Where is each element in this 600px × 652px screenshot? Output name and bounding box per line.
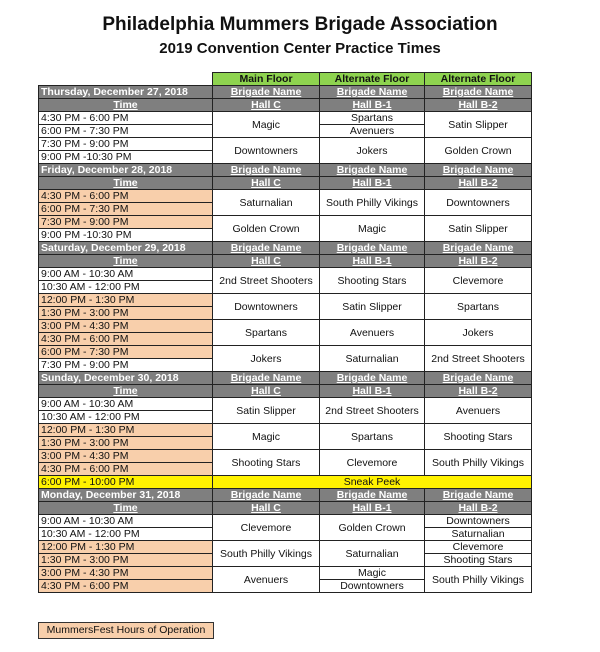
- day-name: Thursday, December 27, 2018: [39, 86, 213, 99]
- floor-header: Alternate Floor: [320, 73, 425, 86]
- time-slot: 9:00 PM -10:30 PM: [39, 229, 213, 242]
- day-name: Monday, December 31, 2018: [39, 489, 213, 502]
- time-row: [39, 268, 532, 281]
- time-slot: 9:00 AM - 10:30 AM: [39, 515, 213, 528]
- time-slot: 6:00 PM - 7:30 PM: [39, 346, 213, 359]
- time-row: [39, 567, 532, 580]
- brigade-name: Avenuers: [243, 573, 289, 586]
- time-label: Time: [39, 502, 213, 515]
- day-name: Sunday, December 30, 2018: [39, 372, 213, 385]
- hall-label: Hall C: [213, 177, 320, 190]
- brigade-name-label: Brigade Name: [320, 489, 425, 502]
- hall-label: Hall C: [213, 385, 320, 398]
- time-slot: 7:30 PM - 9:00 PM: [39, 359, 213, 372]
- brigade-name: Clevemore: [452, 541, 504, 553]
- brigade-name-label: Brigade Name: [320, 86, 425, 99]
- brigade-name-label: Brigade Name: [213, 372, 320, 385]
- time-slot: 3:00 PM - 4:30 PM: [39, 567, 213, 580]
- time-slot: 1:30 PM - 3:00 PM: [39, 437, 213, 450]
- brigade-cell: [320, 138, 425, 164]
- sneak-peek-row: [39, 476, 532, 489]
- brigade-name-label: Brigade Name: [213, 164, 320, 177]
- day-name: Friday, December 28, 2018: [39, 164, 213, 177]
- time-slot: 10:30 AM - 12:00 PM: [39, 411, 213, 424]
- brigade-name: Spartans: [244, 326, 288, 339]
- brigade-cell: [425, 541, 532, 567]
- page-title: Philadelphia Mummers Brigade Association: [102, 14, 498, 35]
- brigade-cell: [213, 138, 320, 164]
- hall-label: Hall B-1: [320, 255, 425, 268]
- time-label: Time: [39, 177, 213, 190]
- floor-header-row: [39, 73, 532, 86]
- brigade-cell: [425, 567, 532, 593]
- brigade-name: South Philly Vikings: [219, 547, 313, 560]
- brigade-cell: [213, 398, 320, 424]
- time-row: [39, 398, 532, 411]
- brigade-name: Clevemore: [346, 456, 398, 469]
- brigade-cell: [425, 190, 532, 216]
- brigade-name-label: Brigade Name: [320, 372, 425, 385]
- header-spacer: [39, 73, 213, 86]
- hall-label: Hall B-1: [320, 99, 425, 112]
- time-row: [39, 346, 532, 359]
- day-header-row: [39, 86, 532, 99]
- brigade-cell: [320, 398, 425, 424]
- time-slot: 12:00 PM - 1:30 PM: [39, 541, 213, 554]
- time-slot: 4:30 PM - 6:00 PM: [39, 580, 213, 593]
- brigade-name: 2nd Street Shooters: [219, 274, 313, 287]
- brigade-name: Jokers: [356, 144, 388, 157]
- brigade-name: South Philly Vikings: [431, 573, 525, 586]
- brigade-name: Satin Slipper: [342, 300, 402, 313]
- brigade-name: Downtowners: [234, 300, 298, 313]
- time-slot: 3:00 PM - 4:30 PM: [39, 320, 213, 333]
- brigade-name: Downtowners: [234, 144, 298, 157]
- hall-label: Hall B-1: [320, 385, 425, 398]
- brigade-name-label: Brigade Name: [213, 242, 320, 255]
- brigade-cell: [320, 450, 425, 476]
- brigade-cell: [425, 138, 532, 164]
- time-row: [39, 190, 532, 203]
- brigade-name: Shooting Stars: [337, 274, 407, 287]
- hall-header-row: [39, 255, 532, 268]
- brigade-cell: [320, 567, 425, 593]
- brigade-name: 2nd Street Shooters: [431, 352, 525, 365]
- day-header-row: [39, 164, 532, 177]
- brigade-cell: [213, 541, 320, 567]
- time-slot: 1:30 PM - 3:00 PM: [39, 554, 213, 567]
- brigade-cell: [425, 112, 532, 138]
- page-subtitle: 2019 Convention Center Practice Times: [159, 40, 441, 57]
- brigade-name: Jokers: [250, 352, 282, 365]
- time-row: [39, 450, 532, 463]
- brigade-cell: [320, 346, 425, 372]
- brigade-name: Shooting Stars: [443, 430, 513, 443]
- brigade-cell: [213, 346, 320, 372]
- brigade-name: Saturnalian: [345, 352, 399, 365]
- brigade-cell: [425, 424, 532, 450]
- time-slot: 9:00 AM - 10:30 AM: [39, 268, 213, 281]
- brigade-name: Spartans: [350, 112, 394, 124]
- time-slot: 7:30 PM - 9:00 PM: [39, 138, 213, 151]
- brigade-cell: [320, 294, 425, 320]
- legend-box: MummersFest Hours of Operation: [38, 622, 214, 639]
- brigade-name: Clevemore: [452, 274, 504, 287]
- day-header-row: [39, 489, 532, 502]
- brigade-name: Avenuers: [349, 326, 395, 339]
- hall-label: Hall C: [213, 255, 320, 268]
- time-row: [39, 541, 532, 554]
- brigade-cell: [213, 450, 320, 476]
- time-slot: 4:30 PM - 6:00 PM: [39, 333, 213, 346]
- time-slot: 3:00 PM - 4:30 PM: [39, 450, 213, 463]
- brigade-name: Magic: [357, 567, 386, 579]
- brigade-name: Saturnalian: [345, 547, 399, 560]
- time-label: Time: [39, 255, 213, 268]
- brigade-name-label: Brigade Name: [213, 489, 320, 502]
- brigade-name: Saturnalian: [239, 196, 293, 209]
- time-slot: 9:00 AM - 10:30 AM: [39, 398, 213, 411]
- time-slot: 12:00 PM - 1:30 PM: [39, 294, 213, 307]
- floor-header: Main Floor: [213, 73, 320, 86]
- brigade-name: 2nd Street Shooters: [325, 404, 419, 417]
- brigade-name: Golden Crown: [338, 521, 406, 534]
- brigade-cell: [425, 294, 532, 320]
- brigade-name: Satin Slipper: [448, 118, 508, 131]
- brigade-cell: [320, 320, 425, 346]
- brigade-cell: [320, 515, 425, 541]
- brigade-name: Downtowners: [446, 515, 510, 527]
- hall-label: Hall C: [213, 502, 320, 515]
- brigade-cell: [213, 515, 320, 541]
- hall-header-row: [39, 99, 532, 112]
- time-row: [39, 138, 532, 151]
- brigade-name-label: Brigade Name: [425, 489, 532, 502]
- hall-label: Hall B-2: [425, 255, 532, 268]
- brigade-name: Spartans: [350, 430, 394, 443]
- brigade-name-label: Brigade Name: [425, 86, 532, 99]
- day-header-row: [39, 242, 532, 255]
- brigade-name: Satin Slipper: [236, 404, 296, 417]
- event-label: Sneak Peek: [213, 476, 532, 489]
- time-slot: 1:30 PM - 3:00 PM: [39, 307, 213, 320]
- brigade-name: Shooting Stars: [231, 456, 301, 469]
- schedule-table: [38, 72, 532, 593]
- brigade-name: Golden Crown: [232, 222, 300, 235]
- time-row: [39, 294, 532, 307]
- brigade-cell: [425, 515, 532, 541]
- brigade-name: Satin Slipper: [448, 222, 508, 235]
- floor-header: Alternate Floor: [425, 73, 532, 86]
- day-name: Saturday, December 29, 2018: [39, 242, 213, 255]
- brigade-cell: [425, 346, 532, 372]
- time-slot: 6:00 PM - 7:30 PM: [39, 125, 213, 138]
- brigade-name: Spartans: [456, 300, 500, 313]
- brigade-cell: [320, 424, 425, 450]
- hall-header-row: [39, 502, 532, 515]
- brigade-cell: [425, 320, 532, 346]
- brigade-name: Shooting Stars: [425, 553, 531, 566]
- brigade-name-label: Brigade Name: [425, 372, 532, 385]
- time-slot: 4:30 PM - 6:00 PM: [39, 463, 213, 476]
- time-row: [39, 515, 532, 528]
- time-slot: 9:00 PM -10:30 PM: [39, 151, 213, 164]
- brigade-name: South Philly Vikings: [431, 456, 525, 469]
- brigade-cell: [213, 567, 320, 593]
- brigade-name: Downtowners: [446, 196, 510, 209]
- brigade-cell: [425, 216, 532, 242]
- brigade-cell: [320, 216, 425, 242]
- time-slot: 10:30 AM - 12:00 PM: [39, 528, 213, 541]
- brigade-cell: [213, 112, 320, 138]
- time-slot: 6:00 PM - 7:30 PM: [39, 203, 213, 216]
- brigade-cell: [213, 268, 320, 294]
- brigade-name: Saturnalian: [425, 527, 531, 540]
- brigade-cell: [320, 541, 425, 567]
- brigade-cell: [213, 190, 320, 216]
- time-row: [39, 424, 532, 437]
- hall-label: Hall B-2: [425, 177, 532, 190]
- brigade-name: South Philly Vikings: [325, 196, 419, 209]
- brigade-name-label: Brigade Name: [425, 242, 532, 255]
- brigade-cell: [425, 268, 532, 294]
- hall-header-row: [39, 177, 532, 190]
- brigade-name: Jokers: [462, 326, 494, 339]
- time-slot: 10:30 AM - 12:00 PM: [39, 281, 213, 294]
- time-slot: 4:30 PM - 6:00 PM: [39, 190, 213, 203]
- brigade-cell: [425, 450, 532, 476]
- time-label: Time: [39, 99, 213, 112]
- hall-label: Hall B-2: [425, 99, 532, 112]
- brigade-cell: [425, 398, 532, 424]
- time-slot: 7:30 PM - 9:00 PM: [39, 216, 213, 229]
- hall-label: Hall B-1: [320, 502, 425, 515]
- brigade-name: Magic: [357, 222, 386, 235]
- time-label: Time: [39, 385, 213, 398]
- hall-label: Hall B-2: [425, 385, 532, 398]
- brigade-name-label: Brigade Name: [425, 164, 532, 177]
- brigade-cell: [213, 294, 320, 320]
- brigade-cell: [320, 112, 425, 138]
- brigade-name: Downtowners: [320, 579, 424, 592]
- time-slot: 12:00 PM - 1:30 PM: [39, 424, 213, 437]
- brigade-name: Magic: [251, 118, 280, 131]
- brigade-cell: [213, 320, 320, 346]
- time-slot: 6:00 PM - 10:00 PM: [39, 476, 213, 489]
- brigade-cell: [320, 190, 425, 216]
- hall-header-row: [39, 385, 532, 398]
- brigade-name: Clevemore: [240, 521, 292, 534]
- hall-label: Hall B-2: [425, 502, 532, 515]
- brigade-name: Golden Crown: [444, 144, 512, 157]
- day-header-row: [39, 372, 532, 385]
- time-slot: 4:30 PM - 6:00 PM: [39, 112, 213, 125]
- brigade-name: Avenuers: [455, 404, 501, 417]
- brigade-name: Magic: [251, 430, 280, 443]
- brigade-name-label: Brigade Name: [320, 242, 425, 255]
- hall-label: Hall B-1: [320, 177, 425, 190]
- brigade-name-label: Brigade Name: [320, 164, 425, 177]
- time-row: [39, 112, 532, 125]
- time-row: [39, 216, 532, 229]
- brigade-cell: [320, 268, 425, 294]
- hall-label: Hall C: [213, 99, 320, 112]
- brigade-cell: [213, 424, 320, 450]
- time-row: [39, 320, 532, 333]
- brigade-name-label: Brigade Name: [213, 86, 320, 99]
- brigade-cell: [213, 216, 320, 242]
- brigade-name: Avenuers: [320, 124, 424, 137]
